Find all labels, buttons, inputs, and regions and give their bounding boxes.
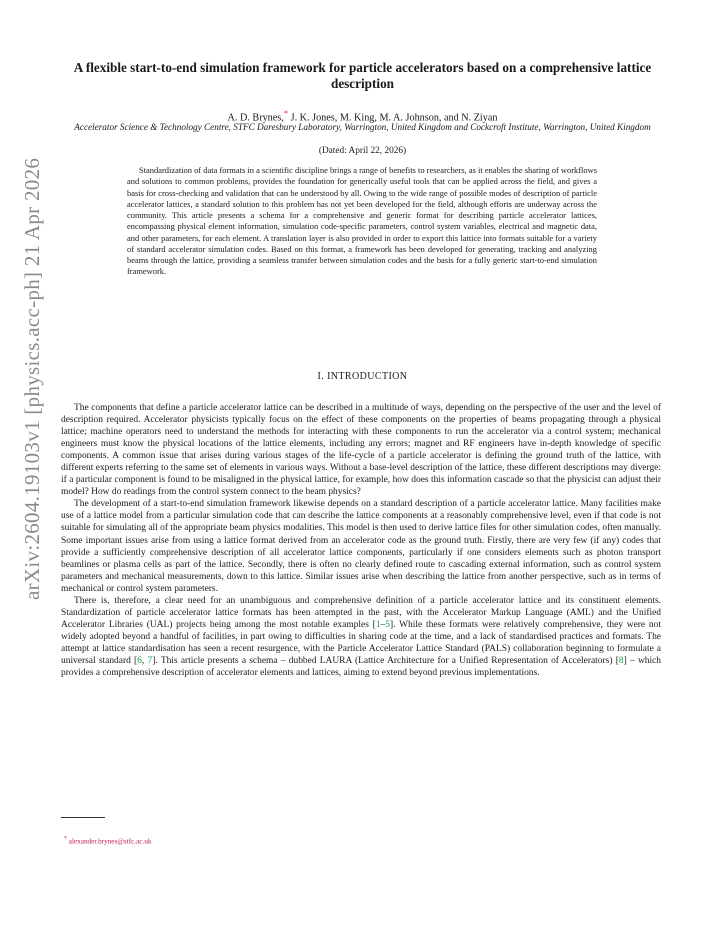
other-authors: J. K. Jones, M. King, M. A. Johnson, and N. Ziyan — [288, 112, 498, 124]
citation-link[interactable]: 7 — [147, 655, 153, 666]
footnote — [64, 836, 151, 845]
introduction-body — [61, 402, 661, 679]
arxiv-identifier-text: arXiv:2604.19103v1 [physics.acc-ph] 21 Apr 2026 — [20, 157, 44, 600]
paragraph-3-text-a: There is, therefore, a clear need for an unambiguous and comprehensive definition of a particle accelerator lattice and its constituent elements. Standardization of particle accelerator lattice formats has been attempted in the past, with the Accelerator Markup Language (AML) and the Unified Accelerator Libraries (UAL) projects being among the most notable examples [ — [61, 595, 661, 630]
footnote-divider — [61, 817, 105, 818]
paragraph-2: The development of a start-to-end simulation framework likewise depends on a standard description of a particle accelerator lattice. Many facilities make use of a lattice model from a particular simulation code that can describe the lattice components at a reasonably comprehensive level, even if that code is not suitable for simulating all of the appropriate beam physics modalities. This model is then used to derive lattice files for other simulation codes, often manually. Some important issues arise from using a lattice format derived from an accelerator code as the ground truth. Firstly, there are very few (if any) codes that provide a sufficiently comprehensive description of all accelerator lattice components, particularly if one considers elements such as photon transport beamlines or plasma cells as part of the lattice. Secondly, there is often no clearly defined route to cascading external information, such as control system parameters and mechanical measurements, down to this lattice. Similar issues arise when describing the lattice from another perspective, such as in terms of mechanical or control system parameters. — [61, 499, 661, 594]
first-author: A. D. Brynes, — [227, 112, 284, 124]
footnote-marker: * — [64, 836, 67, 842]
paragraph-3 — [61, 595, 661, 679]
corresponding-author-marker[interactable]: * — [283, 108, 289, 118]
date-line: (Dated: April 22, 2026) — [318, 146, 407, 156]
paper-title: A flexible start-to-end simulation framework for particle accelerators based on a comprehensive lattice description — [73, 60, 652, 91]
section-heading: I. INTRODUCTION — [317, 371, 408, 382]
citation-dash: – — [380, 619, 386, 630]
paragraph-3-text-c: ]. This article presents a schema – dubbed LAURA (Lattice Architecture for a Unified Representation of Accelerators) [ — [152, 655, 619, 666]
paragraph-3-text-b: ]. While these formats were relatively comprehensive, they were not widely adopted beyond a handful of facilities, in part owing to difficulties in sharing code at the time, and a lack of standardised practices and formats. The attempt at lattice standardisation has seen a recent resurgence, with the Particle Accelerator Lattice Standard (PALS) collaboration beginning to formulate a universal standard [ — [61, 619, 661, 666]
citation-link[interactable]: 5 — [385, 619, 390, 630]
paragraph-3-text-d: ] – which provides a comprehensive description of accelerator elements and lattices, aiming to extend beyond previous implementations. — [61, 655, 662, 679]
citation-link[interactable]: 6 — [137, 655, 142, 666]
paragraph-1: The components that define a particle accelerator lattice can be described in a multitude of ways, depending on the perspective of the user and the level of description required. Accelerator physicists typically focus on the effect of these components on the properties of beams propagating through a physical lattice; machine operators need to understand the methods for interacting with these components to run the accelerator via a control system; mechanical engineers must know the physical locations of the lattice elements, including any errors; magnet and RF engineers have in-depth knowledge of specific components. A common issue that arises during various stages of the life-cycle of a particle accelerator is defining the ground truth of the lattice, with different experts referring to the same set of elements in various ways. Without a base-level description of the lattice, these different descriptions may diverge: if a particular component is found to be misaligned in the physical lattice, for example, how does this information cascade so that the physicist can adjust their model? How do readings from the control system connect to the beam physics? — [61, 403, 661, 498]
citation-comma: , — [141, 655, 148, 666]
abstract: Standardization of data formats in a scientific discipline brings a range of benefits to researchers, as it enables the sharing of workflows and solutions to common problems, provides the foundation for generically useful tools that can be applied across the field, and gives a basis for cross-checking and validation that can be understood by all. Owing to the wide range of possible modes of description of particle accelerator lattices, a standard solution to this problem has not yet been developed for the field, although efforts are underway across the community. This article presents a schema for a comprehensive and generic format for describing particle accelerator lattices, encompassing physical element information, simulation code-specific parameters, control system variables, electrical and magnetic data, and other parameters, for each element. A translation layer is also provided in order to export this lattice into formats suitable for a variety of standard accelerator simulation codes. Based on this format, a framework has been developed for generating, tracking and analyzing beams through the lattice, providing a seamless transfer between simulation codes and the basis for a fully generic start-to-end simulation framework. — [127, 165, 597, 277]
citation-link[interactable]: 1 — [375, 619, 381, 630]
corresponding-email-link[interactable]: alexander.brynes@stfc.ac.uk — [68, 837, 152, 846]
author-affiliation: Accelerator Science & Technology Centre, STFC Daresbury Laboratory, Warrington, United Kingdom and Cockcroft Institute, Warrington, United Kingdom — [74, 122, 651, 132]
citation-link[interactable]: 8 — [618, 655, 624, 666]
